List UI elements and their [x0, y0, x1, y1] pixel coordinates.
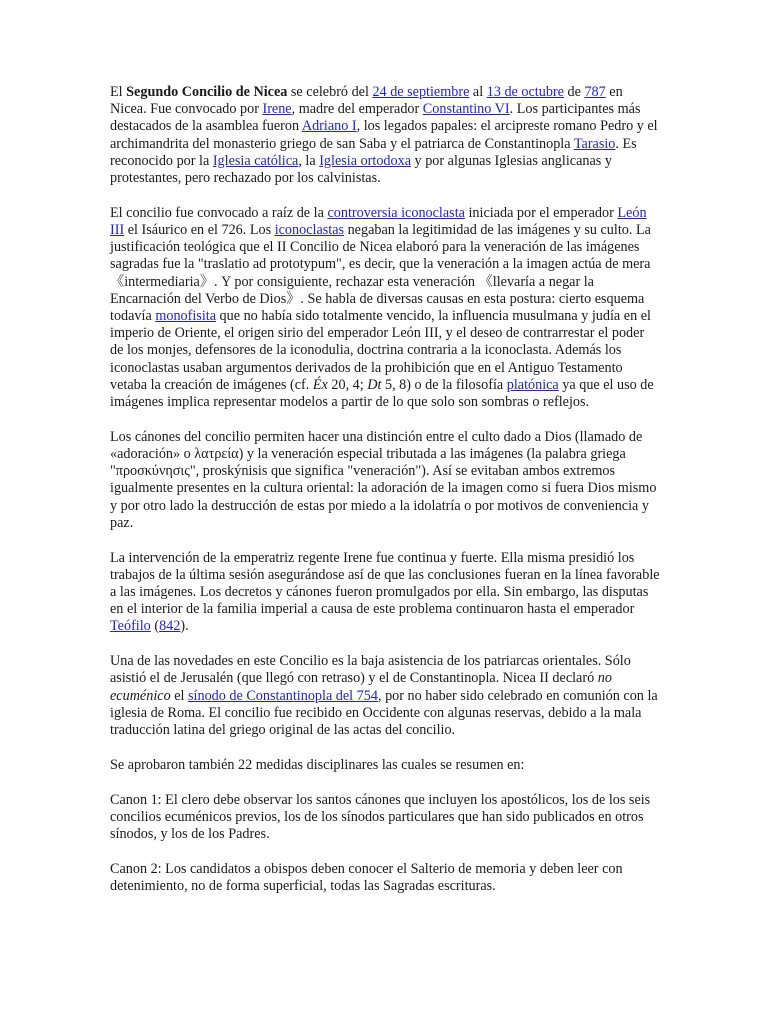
paragraph-p6: [110, 757, 660, 774]
paragraph-p1: [110, 84, 660, 187]
text-run: (: [150, 618, 160, 635]
text-run: Se aprobaron también 22 medidas disciplinares las cuales se resumen en:: [110, 756, 525, 773]
text-run: 20, 4;: [327, 376, 368, 393]
bold-text: Segundo Concilio de Nicea: [126, 84, 288, 100]
paragraph-p7: [110, 792, 660, 844]
text-run: el: [170, 687, 189, 704]
text-run: Canon 2: Los candidatos a obispos deben conocer el Salterio de memoria y deben leer con detenimiento, no de forma superficial, todas las Sagradas escrituras.: [110, 860, 623, 895]
text-run: se celebró del: [287, 84, 373, 100]
italic-text: no ecuménico: [110, 670, 612, 704]
text-run: Los cánones del concilio permiten hacer una distinción entre el culto dado a Dios (llamado de «adoración» o λατρεία) y la veneración especial tributada a las imágenes (la palabra griega "προσκύνησις", proskýnisis que significa "veneración"). Así se evitaban ambos extremos igualmente presentes en la cultura oriental: la adoración de la imagen como si fuera Dios mismo y por otro lado la destrucción de estas por miedo a la idolatría o por motivos de conveniencia y paz.: [110, 428, 657, 531]
link-platónica[interactable]: platónica: [506, 376, 559, 393]
link-monofisita[interactable]: monofisita: [155, 308, 216, 325]
link-24-de-septiembre[interactable]: 24 de septiembre: [372, 84, 470, 100]
paragraph-p2: [110, 205, 660, 411]
text-run: La intervención de la emperatriz regente Irene fue continua y fuerte. Ella misma presidió los trabajos de la última sesión asegurándose así de que las conclusiones fueran en la línea favorable a las imágenes. Los decretos y cánones fueron promulgados por ella. Sin embargo, las disputas en el interior de la familia imperial a causa de este problema continuaron hasta el emperador: [110, 549, 660, 618]
text-run: Una de las novedades en este Concilio es la baja asistencia de los patriarcas orientales. Sólo asistió el de Jerusalén (que llegó con retraso) y el de Constantinopla. Nicea II declaró: [110, 653, 631, 687]
link-controversia-iconoclasta[interactable]: controversia iconoclasta: [327, 204, 465, 221]
text-run: el Isáurico en el 726. Los: [124, 222, 275, 239]
text-run: . Los participantes más destacados de la asamblea fueron: [110, 101, 641, 135]
link-13-de-octubre[interactable]: 13 de octubre: [486, 84, 564, 100]
text-run: El: [110, 84, 127, 100]
text-run: , por no haber sido celebrado en comunión con la iglesia de Roma. El concilio fue recibido en Occidente con algunas reservas, debido a la mala traducción latina del griego original de las actas del concilio.: [110, 687, 658, 739]
link-adriano-i[interactable]: Adriano I: [301, 118, 357, 135]
link-tarasio[interactable]: Tarasio: [573, 135, 616, 152]
text-run: ).: [180, 618, 189, 635]
link-constantino-vi[interactable]: Constantino VI: [422, 101, 510, 118]
text-run: El concilio fue convocado a raíz de la: [110, 204, 328, 221]
italic-text: Dt: [367, 376, 382, 393]
text-run: 5, 8) o de la filosofía: [381, 376, 507, 393]
text-run: que no había sido totalmente vencido, la influencia musulmana y judía en el imperio de Oriente, el origen sirio del emperador León III, y el deseo de contrarrestar el poder de los monjes, defensores de la iconodulia, doctrina contraria a la iconoclasta. Además los iconoclastas usaban argumentos derivados de la prohibición que en el Antiguo Testamento vetaba la creación de imágenes (cf.: [110, 308, 651, 393]
text-run: . Es reconocido por la: [110, 135, 637, 169]
paragraph-p3: [110, 429, 660, 532]
link-iglesia-católica[interactable]: Iglesia católica: [212, 152, 299, 169]
link-león-iii[interactable]: León III: [110, 204, 647, 239]
paragraph-p5: [110, 653, 660, 739]
paragraph-p4: [110, 550, 660, 636]
link-842[interactable]: 842: [159, 618, 181, 635]
text-run: ya que el uso de imágenes implica representar modelos a partir de lo que solo son sombras o reflejos.: [110, 376, 654, 411]
link-teófilo[interactable]: Teófilo: [110, 618, 151, 635]
document-body: [110, 84, 660, 913]
text-run: negaban la legitimidad de las imágenes y su culto. La justificación teológica que el II Concilio de Nicea elaboró para la veneración de las imágenes sagradas fue la "traslatio ad prototypum", es decir, que la veneración a la imagen actúa de mera 《intermediaria》. Y por consiguiente, rechazar esta veneración 《llevaría a negar la Encarnación del Verbo de Dios》. Se habla de diversas causas en esta postura: cierto esquema todavía: [110, 222, 651, 325]
text-run: al: [469, 84, 487, 100]
text-run: Canon 1: El clero debe observar los santos cánones que incluyen los apostólicos, los de los seis concilios ecuménicos previos, los de los sínodos particulares que han sido publicados en otros sínodos, y los de los Padres.: [110, 791, 651, 843]
link-787[interactable]: 787: [584, 84, 606, 100]
text-run: y por algunas Iglesias anglicanas y protestantes, pero rechazado por los calvinistas.: [110, 152, 612, 187]
text-run: , madre del emperador: [291, 101, 423, 118]
text-run: de: [563, 84, 585, 100]
link-iglesia-ortodoxa[interactable]: Iglesia ortodoxa: [319, 152, 411, 169]
paragraph-p8: [110, 861, 660, 895]
link-iconoclastas[interactable]: iconoclastas: [274, 222, 345, 239]
text-run: , la: [298, 152, 320, 169]
text-run: en Nicea. Fue convocado por: [110, 84, 623, 118]
italic-text: Éx: [312, 376, 328, 393]
link-sínodo-de-constantinopla-del-754[interactable]: sínodo de Constantinopla del 754: [188, 687, 378, 704]
text-run: , los legados papales: el arcipreste romano Pedro y el archimandrita del monasterio griego de san Saba y el patriarca de Constantinopla: [110, 118, 658, 152]
link-irene[interactable]: Irene: [262, 101, 292, 118]
text-run: iniciada por el emperador: [464, 204, 618, 221]
